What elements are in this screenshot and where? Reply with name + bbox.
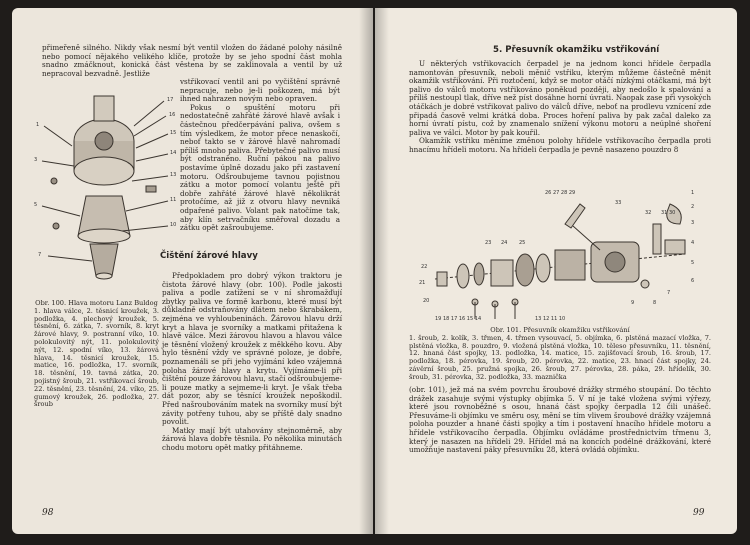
svg-text:17: 17 [167,97,174,103]
right-page [375,8,737,534]
svg-text:2: 2 [691,204,695,210]
figure-101-caption: Obr. 101. Přesuvník okamžiku vstřikování 1. šroub, 2. kolík, 3. třmen, 4. třmen vysouvací, 5. objímka, 6. plstěná mazací vložka, 7. plstěná vložka, 8. pouzdro, 9. vložená plstěná vložka, 10. těleso přesuvníku, 11. těsnění, 12. hnaná část spojky, 13. podložka, 14. matice, 15. zajišťovací šroub, 16. šroub, 17. podložka, 18. pérovka, 19. šroub, 20. pérovka, 22. matice, 23. hnací část spojky, 24. závěrní šroub, 25. pružná spojka, 26. šroub, 27. pérovka, 28. páka, 29. hřídelík, 30. šroub, 31. pérovka, 32. podložka, 33. maznička [409,326,711,381]
svg-text:32: 32 [645,210,652,216]
svg-text:13 12 11 10: 13 12 11 10 [535,316,566,322]
svg-text:31 30: 31 30 [661,210,676,216]
svg-text:24: 24 [501,240,508,246]
svg-text:23: 23 [485,240,492,246]
figure-101-timing-device-drawing [415,184,705,324]
figure-100-caption: Obr. 100. Hlava motoru Lanz Buldog 1. hlava válce, 2. těsnicí kroužek, 3. podložka, 4. plechový kroužek, 5. těsnění, 6. zátka, 7. svorník, 8. kryt žárové hlavy, 9. postranní víko, 10. polokulovitý nýt, 11. polokulovitý nýt, 12. spodní víko, 13. žárová hlava, 14. těsnicí kroužek, 15. matice, 16. podložka, 17. svorník, 18. těsnění, 19. tavná zátka, 20. pojistný šroub, 21. vstřikovací šroub, 22. těsnění, 23. těsnění, 24. víko, 25. gumový kroužek, 26. podložka, 27. šroub [34,299,159,409]
svg-text:9: 9 [631,300,635,306]
svg-text:8: 8 [653,300,657,306]
svg-text:26 27 28 29: 26 27 28 29 [545,190,576,196]
svg-text:19 18 17 16 15 14: 19 18 17 16 15 14 [435,316,482,322]
svg-text:1: 1 [36,122,40,128]
figure-100-cylinder-head-drawing [34,86,184,296]
svg-text:20: 20 [423,298,430,304]
svg-text:4: 4 [691,240,695,246]
right-intro-paragraphs: U některých vstřikovacích čerpadel je na jednom konci hřídele čerpadla namontován přesuvník, neboli měnič vstřiku, kterým můžeme částečně měnit okamžik vstřikování. Při roztočení, když se motor otáčí nízkými otáčkami, má být palivo do válců motoru vstřikováno poněkud později, aby nedošlo k spalování a příliš nestoupl tlak, dříve než píst dosáhne horní úvrati. Naopak zase při vysokých otáčkách je dobré vstřikovat palivo do válců dříve, neboť na prodlevu vznícení zde připadá časově velmi krátká doba. Proces hoření paliva by pak začal daleko za horní úvratí pístu, což by znamenalo snížení výkonu motoru a neúplné shoření paliva ve válci. Motor by pak kouřil. Okamžik vstřiku měníme změnou polohy hřídele vstřikovacího čerpadla proti hnacímu hřídeli motoru. Na hřídeli čerpadla je pevně nasazeno pouzdro 8 [409,59,711,154]
page-number-right: 99 [693,508,705,518]
svg-text:10: 10 [170,222,177,228]
svg-text:13: 13 [170,172,177,178]
svg-text:6: 6 [691,278,695,284]
page-number-left: 98 [42,508,54,518]
paragraph-cleaning: Předpokladem pro dobrý výkon traktoru je čistota žárové hlavy (obr. 100). Podle jakosti paliva a podle zatížení se v ní shromažďují zbytky paliva ve formě karbonu, které musí být důkladně odstraňovány dlátem nebo škrabákem, zejména ve vyhloubeninách. Žárovou hlavu drží kryt a hlava je svorníky a matkami přitažena k hlavě válce. Mezi žárovou hlavou a hlavou válce je těsnění vložený kroužek z měkkého kovu. Aby hylo těsnění vždy ve správné poloze, je dobře, poznamenáli se při jeho vyjímání kdeo vzájemná poloha žárové hlavy a krytu. Vyjímáme-li při čištění pouze žárovou hlavu, stačí odšroubujeme-li pouze matky a sejmeme-li kryt. Je však třeba dát pozor, aby se těsnící kroužek nepoškodil. Před našroubováním matek na svorníky musí být závity potřeny tuhou, aby se příště daly snadno povolit. Matky mají být utahovány stejnoměrně, aby žárová hlava dobře těsnila. Po několika minutách chodu motoru opět matky přitáhneme. [162,271,342,452]
right-bottom-paragraph: (obr. 101), jež má na svém povrchu šroubové drážky strmého stoupání. Do těchto drážek zasahuje svými výstupky objímka 5. V ní je také vložena svými výřezy, které jsou rovnoběžné s osou, hnaná část spojky čerpadla 12 čili unášeč. Přesuváme-li objímku ve směru osy, mění se tím vlivem šroubové drážky vzájemná poloha pouzder a hnané části spojky a tím i postavení hnacího hřídele motoru a hřídele vstřikovacího čerpadla. Objímku ovládáme prostřednictvím třmenu 3, který je nasazen na hřídeli 29. Hřídel má na koncích podélné drážkování, které umožňuje nastavení páky přesuvníku 28, která ovládá objímku. [409,385,711,455]
svg-text:7: 7 [667,290,671,296]
svg-text:16: 16 [169,112,176,118]
svg-text:7: 7 [38,252,42,258]
svg-text:1: 1 [691,190,695,196]
svg-text:5: 5 [34,202,38,208]
heading-presuvnik: 5. Přesuvník okamžiku vstřikování [493,45,660,55]
svg-text:25: 25 [519,240,526,246]
svg-text:15: 15 [170,130,177,136]
svg-text:21: 21 [419,280,426,286]
left-page-gutter-shadow [359,8,373,534]
left-right-column-text: vstřikovací ventil ani po vyčištění správně nepracuje, nebo je-li poškozen, má být ihned nahrazen novým nebo opraven. Pokus o spuštění motoru při nedostatečně zahřáté žárové hlavě avšak i částečnou předčerpávání paliva, ovšem s tím výsledkem, že motor přece nenaskočí, nebof takto se v žárové hlavě nahromadí příliš mnoho paliva. Přebytečné palivo musí být odstraněno. Ruční pákou na palivo postavíme úplně dozadu jako při zastavení motoru. Odšroubujeme tavnou pojistnou zátku a motor pomocí volantu ještě při dobře zahřáté žárové hlavě několikrát protočíme, až již z otvoru hlavy nevniká odpařené palivo. Volant pak natočíme tak, aby klín setrvačníku směřoval dozadu a zátku opět zašroubujeme. [180,77,340,233]
left-page [12,8,373,534]
svg-text:22: 22 [421,264,428,270]
svg-text:5: 5 [691,260,695,266]
svg-text:3: 3 [691,220,695,226]
svg-text:14: 14 [170,150,177,156]
right-page-gutter-shadow [375,8,389,534]
heading-cistenie-zarove-hlavy: Čištění žárové hlavy [160,251,258,261]
svg-text:33: 33 [615,200,622,206]
left-top-paragraph: přimeřeně silného. Nikdy však nesmí být ventil vložen do žádané polohy násilně nebo pomocí nějakého velikého klíče, protože by se jeho spodní část mohla snadno zmáčknout, konická část věstena by se zaklinovala a ventil by už nepracoval bezvadně. Jestliže [42,43,342,78]
svg-text:11: 11 [170,197,177,203]
svg-text:3: 3 [34,157,38,163]
